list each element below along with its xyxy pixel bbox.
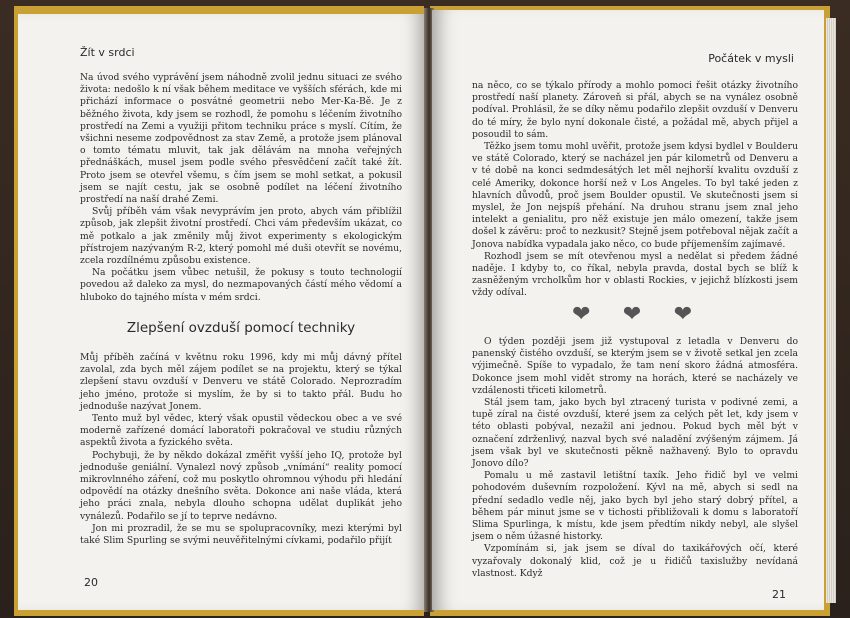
bottom-text: [472, 336, 798, 580]
paragraph: Pomalu u mě zastavil letištní taxík. Jeho řidič byl ve velmi pohodovém duševním rozpoložení. Kývl na mě, abych si sedl na přední sedadlo vedle něj, jako bych byl jeho starý dobrý přítel, a během pár minut jsme se v tichosti přibližovali k domu s laboratoří Slima Spurlinga, k místu, kde jsem předtím nikdy nebyl, ale slyšel jsem o něm úžasné historky.: [472, 470, 798, 543]
left-page: [18, 14, 426, 610]
section-heading: Zlepšení ovzduší pomocí techniky: [126, 320, 356, 336]
paragraph: O týden později jsem již vystupoval z letadla v Denveru do panenský čistého ovzduší, se kterým jsem se v životě setkal jen zcela výjimečně. Spíše to vypadalo, že tam není skoro žádná atmosféra. Dokonce jsem mohl vidět stromy na horách, které se nacházely ve vzdálenosti třiceti kilometrů.: [472, 336, 798, 396]
page-number-right: 21: [772, 588, 786, 601]
intro-text: [80, 72, 402, 304]
section-divider: [572, 304, 692, 326]
paragraph: Vzpomínám si, jak jsem se díval do taxikářových očí, které vyzařovaly dokonalý klid, což je u řidičů taxislužby nevídaná vlastnost. Když: [472, 543, 798, 579]
heart-icon: ❤: [622, 302, 642, 327]
top-text: [472, 80, 798, 300]
paragraph: Těžko jsem tomu mohl uvěřit, protože jsem kdysi bydlel v Boulderu ve státě Colorado, který se nacházel jen pár kilometrů od Denveru a v té době na konci sedmdesátých let měl nejhorší kvalitu ovzduší z celé Ameriky, dokonce horší než v Los Angeles. To byl také jeden z hlavních důvodů, proč jsem Boulder opustil. Ve skutečnosti jsem si myslel, že Jon nejspíš přehání. Na druhou stranu jsem znal jeho intelekt a genialitu, pro něž existuje jen málo omezení, takže jsem došel k závěru: proč to nezkusit? Stejně jsem potřeboval nějak začít a Jonova nabídka vypadala jako něco, co bude příjemenším zajímavé.: [472, 141, 798, 250]
paragraph: Tento muž byl vědec, který však opustil vědeckou obec a ve své moderně zařízené domácí laboratoři pokračoval ve studiu různých aspektů života a fyzického světa.: [80, 413, 402, 449]
running-header-right: Počátek v mysli: [708, 52, 794, 65]
heart-icon: ❤: [673, 302, 692, 327]
paragraph: Jon mi prozradil, že se mu se spolupracovníky, mezi kterými byl také Slim Spurling se svými neuvěřitelnými cívkami, podařilo přijít: [80, 522, 402, 547]
right-page: [432, 10, 824, 610]
paragraph: Na počátku jsem vůbec netušil, že pokusy s touto technologií povedou až daleko za mysl, do nezmapovaných částí mého vědomí a hluboko do tajného místa v mém srdci.: [80, 267, 402, 303]
page-number-left: 20: [84, 576, 98, 589]
paragraph: Pochybuji, že by někdo dokázal změřit vyšší jeho IQ, protože byl jednoduše geniální. Vynalezl nový způsob „vnímání“ reality pomocí mikrovlnného záření, což mu poskytlo ohromnou výhodu při hledání odpovědí na otázky dnešního světa. Dokonce ani naše vláda, která jeho práci znala, nebyla dlouho schopna udělat duplikát jeho vynálezů. Podařilo se jí to teprve nedávno.: [80, 449, 402, 522]
page-edges: [826, 18, 836, 603]
paragraph: Rozhodl jsem se mít otevřenou mysl a nedělat si předem žádné naděje. I kdyby to, co říkal, nebyla pravda, dostal bych se blíž k zasněženým vrcholkům hor v oblasti Rockies, v jejichž blízkosti jsem vždy odíval.: [472, 250, 798, 299]
section-text: [80, 352, 402, 547]
paragraph: Svůj příběh vám však nevyprávím jen proto, abych vám přiblížil způsob, jak zlepšit životní prostředí. Chci vám především ukázat, co mě potkalo a jak změnily můj život experimenty s ekologickým přístrojem nazývaným R-2, který pomohl mé duši otevřít se novému, zcela rozdílnému způsobu existence.: [80, 206, 402, 267]
paragraph: Na úvod svého vyprávění jsem náhodně zvolil jednu situaci ze svého života: nedošlo k ní však během meditace ve vyšších sférách, kde mi přichází informace o posvátné geometrii nebo Mer-Ka-Bě. Je z běžného života, kdy jsem se rozhodl, že pomohu s léčením životního prostředí na Zemi a využiji přitom techniku práce s myslí. Cítím, že všichni neseme zodpovědnost za stav Země, a protože jsem plánoval o tomto tématu mluvit, tak jak dělávám na mnoha veřejných přednáškách, musel jsem podle svého přesvědčení začít také žít. Proto jsem se otevřel všemu, s čím jsem se mohl setkat, a pokusil jsem se najít cestu, jak se osobně podílet na léčení životního prostředí na naší drahé Zemi.: [80, 72, 402, 206]
running-header-left: Žít v srdci: [80, 46, 135, 59]
heart-icon: ❤: [572, 302, 591, 327]
paragraph: Stál jsem tam, jako bych byl ztracený turista v podivné zemi, a tupě zíral na čisté ovzduší, které jsem za celých pět let, kdy jsem v této oblasti pobýval, nezažil ani jednou. Pokud bych měl být v označení zdrženlivý, nazval bych své naladění zvýšeným zájmem. Já jsem však byl ve skutečnosti pěkně nažhavený. Bylo to opravdu Jonovo dílo?: [472, 397, 798, 470]
paragraph: na něco, co se týkalo přírody a mohlo pomoci řešit otázky životního prostředí naší planety. Zároveň si přál, abych se na vynález osobně podíval. Prohlásil, že se díky němu podařilo zlepšit ovzduší v Denveru do té míry, že bylo nyní dokonale čisté, a požádal mě, abych přijel a posoudil to sám.: [472, 80, 798, 140]
paragraph: Můj příběh začíná v květnu roku 1996, kdy mi můj dávný přítel zavolal, zda bych měl zájem podílet se na projektu, který se týkal zlepšení stavu ovzduší v Denveru ve státě Colorado. Neprozradím jeho jméno, protože si myslím, že by si to takto přál. Budu ho jednoduše nazývat Jonem.: [80, 352, 402, 412]
